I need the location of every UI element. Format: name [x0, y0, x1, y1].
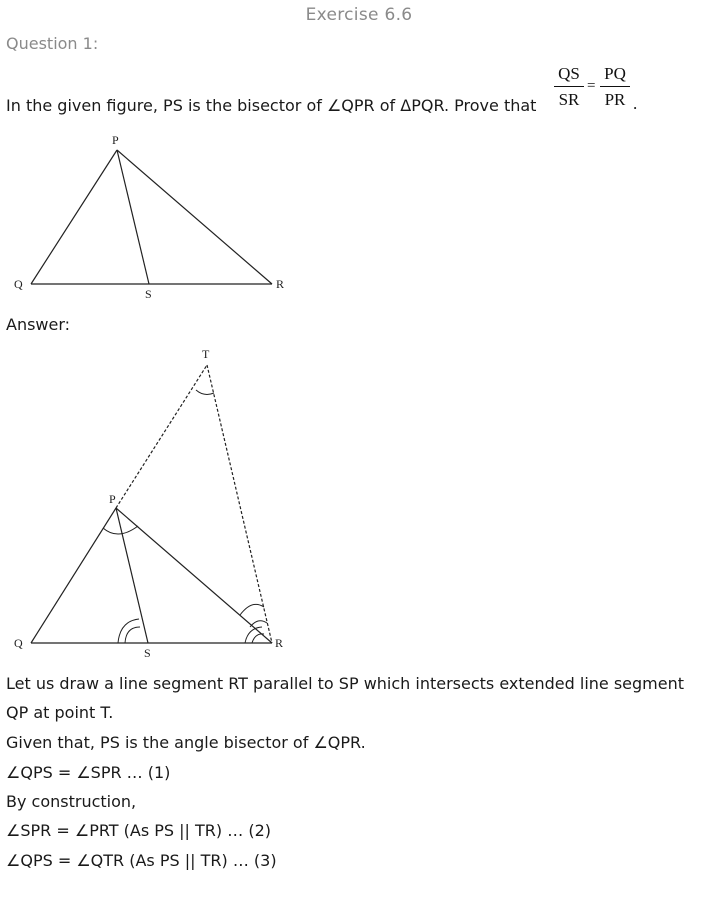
segment-rt [207, 365, 272, 643]
fraction-equals: = [587, 78, 596, 94]
solution-line-2: QP at point T. [6, 703, 114, 722]
label-t: T [202, 347, 210, 361]
answer-label: Answer: [6, 315, 71, 334]
bisector-ps [117, 150, 149, 284]
side-pq [31, 150, 117, 284]
label-p: P [109, 492, 116, 506]
label-q: Q [14, 277, 23, 291]
label-q: Q [14, 636, 23, 650]
exercise-title: Exercise 6.6 [305, 5, 413, 25]
question-statement: In the given figure, PS is the bisector of ∠QPR of ΔPQR. Prove that [6, 96, 537, 115]
figure-construction-t [0, 345, 300, 660]
side-pr [116, 508, 272, 643]
bisector-ps [116, 508, 148, 643]
fraction-left-numerator: QS [558, 64, 580, 83]
side-pr [117, 150, 272, 284]
label-r: R [276, 277, 285, 291]
fraction-left-denominator: SR [558, 90, 580, 109]
solution-line-6: ∠SPR = ∠PRT (As PS || TR) … (2) [6, 821, 271, 840]
solution-line-1: Let us draw a line segment RT parallel to SP which intersects extended line segment [6, 674, 685, 693]
angle-arc-s-inner [125, 627, 140, 643]
fraction-right-bar [600, 86, 630, 87]
fraction-right-denominator: PR [604, 90, 626, 109]
question-label: Question 1: [6, 34, 99, 53]
angle-arc-r-upper [240, 604, 264, 615]
label-p: P [112, 133, 119, 147]
solution-line-3: Given that, PS is the angle bisector of ∠QPR. [6, 733, 366, 752]
fraction-end-period: . [633, 94, 638, 113]
solution-line-7: ∠QPS = ∠QTR (As PS || TR) … (3) [6, 851, 277, 870]
label-s: S [144, 646, 151, 660]
solution-line-5: By construction, [6, 792, 137, 811]
label-s: S [145, 287, 152, 301]
label-r: R [275, 636, 284, 650]
fraction-left-bar [554, 86, 584, 87]
angle-arc-t [196, 390, 214, 394]
angle-arc-r-inner [245, 627, 262, 643]
angle-arc-s-outer [118, 619, 139, 643]
figure-triangle-pqr [0, 130, 300, 305]
solution-line-4: ∠QPS = ∠SPR … (1) [6, 763, 171, 782]
extension-pt [116, 365, 207, 508]
fraction-right-numerator: PQ [604, 64, 626, 83]
